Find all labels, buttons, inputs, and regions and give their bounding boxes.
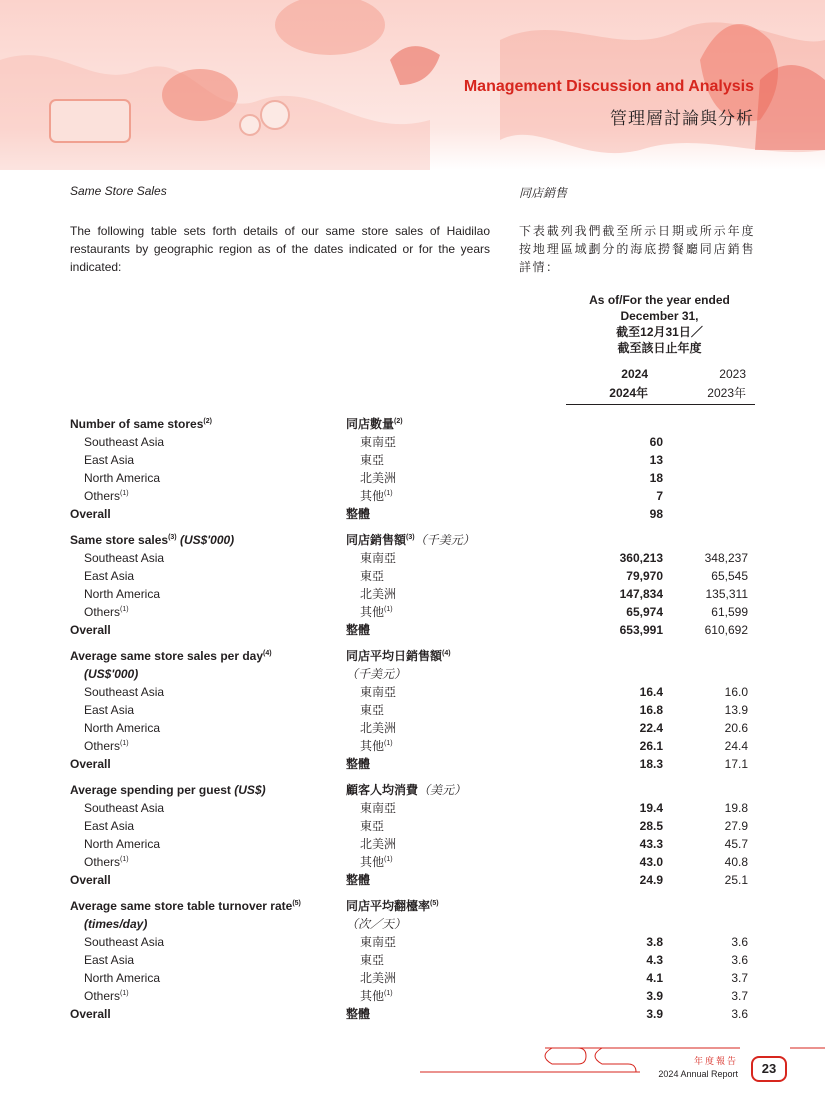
- section-unit-en: (US$'000): [84, 667, 139, 681]
- total-label-zh: 整體: [346, 1007, 371, 1021]
- region-label-en: [84, 567, 134, 585]
- region-name-zh: 北美洲: [360, 971, 397, 985]
- table-row: [70, 951, 756, 969]
- region-name-zh: 東亞: [360, 703, 385, 717]
- region-name: Southeast Asia: [84, 435, 165, 449]
- region-label-zh: [360, 683, 396, 701]
- same-store-sales-table: [70, 415, 756, 1031]
- region-name-zh: 東南亞: [360, 801, 397, 815]
- value-2024: 60: [649, 435, 663, 449]
- region-name-zh: 北美洲: [360, 837, 397, 851]
- year-2023-header: 2023: [719, 367, 746, 381]
- table-section: [70, 647, 756, 773]
- footnote-ref: (2): [203, 418, 212, 425]
- section-title-zh: [346, 781, 466, 799]
- total-value-2024: 3.9: [646, 1007, 663, 1021]
- region-name: Southeast Asia: [84, 801, 165, 815]
- footnote-ref: (1): [384, 856, 393, 863]
- region-name: North America: [84, 837, 161, 851]
- value-2024: 3.9: [646, 989, 663, 1003]
- value-2024: 43.3: [639, 837, 663, 851]
- footnote-ref: (4): [263, 650, 272, 657]
- section-unit-en: (times/day): [84, 917, 148, 931]
- region-name: East Asia: [84, 569, 135, 583]
- region-label-en: [84, 737, 129, 755]
- total-value-2023: 3.6: [731, 1007, 748, 1021]
- table-section: [70, 531, 756, 639]
- table-row: [70, 603, 756, 621]
- total-value-2024: 18.3: [639, 757, 663, 771]
- region-label-en: [84, 469, 160, 487]
- region-name-zh: 其他: [360, 989, 385, 1003]
- section-title-en: [70, 647, 272, 665]
- total-label-zh: 整體: [346, 873, 371, 887]
- table-row: [70, 817, 756, 835]
- section-title-unit: (US$): [230, 783, 266, 797]
- region-name: East Asia: [84, 953, 135, 967]
- footnote-ref: (5): [292, 900, 301, 907]
- value-2023: 45.7: [724, 837, 748, 851]
- value-2023: 20.6: [724, 721, 748, 735]
- value-2024: 43.0: [639, 855, 663, 869]
- value-2023: 61,599: [711, 605, 748, 619]
- region-name: East Asia: [84, 703, 135, 717]
- year-2024-header: 2024: [621, 367, 648, 381]
- total-row: [70, 505, 756, 523]
- total-value-2023: 17.1: [724, 757, 748, 771]
- total-label-zh: 整體: [346, 507, 371, 521]
- region-label-en: [84, 683, 164, 701]
- column-header: [566, 292, 753, 356]
- region-label-zh: [360, 817, 384, 835]
- value-2023: 65,545: [711, 569, 748, 583]
- region-name-zh: 東亞: [360, 569, 385, 583]
- value-2024: 360,213: [619, 551, 663, 565]
- table-row: [70, 933, 756, 951]
- footnote-ref: (1): [384, 606, 393, 613]
- section-title-row: [70, 781, 756, 799]
- total-value-2024: 98: [649, 507, 663, 521]
- value-2023: 3.6: [731, 935, 748, 949]
- value-2023: 3.6: [731, 953, 748, 967]
- total-label-en: Overall: [70, 873, 111, 887]
- value-2024: 4.3: [646, 953, 663, 967]
- table-section: [70, 781, 756, 889]
- header-divider: [566, 404, 755, 405]
- region-label-en: [84, 951, 134, 969]
- region-name-zh: 東亞: [360, 819, 385, 833]
- total-label-en: Overall: [70, 507, 111, 521]
- region-name: Others: [84, 605, 121, 619]
- footnote-ref: (2): [394, 418, 403, 425]
- value-2023: 348,237: [704, 551, 748, 565]
- region-name: North America: [84, 587, 161, 601]
- region-name: North America: [84, 471, 161, 485]
- section-unit-zh: （千美元）: [346, 667, 407, 681]
- section-title-text: Average same store sales per day: [70, 649, 264, 663]
- footnote-ref: (1): [384, 490, 393, 497]
- region-name: Others: [84, 989, 121, 1003]
- region-label-en: [84, 969, 160, 987]
- region-label-zh: [360, 969, 396, 987]
- region-name: North America: [84, 971, 161, 985]
- value-2024: 65,974: [626, 605, 663, 619]
- table-row: [70, 567, 756, 585]
- region-name-zh: 東南亞: [360, 435, 397, 449]
- section-unit-row: [70, 665, 756, 683]
- page-header-title-en: Management Discussion and Analysis: [463, 78, 754, 95]
- region-name-zh: 其他: [360, 605, 385, 619]
- section-title-unit: (US$'000): [176, 533, 235, 547]
- column-header-line: As of/For the year ended: [589, 293, 730, 307]
- region-name-zh: 其他: [360, 739, 385, 753]
- section-title-en: [70, 897, 301, 915]
- table-row: [70, 469, 756, 487]
- footnote-ref: (1): [120, 490, 129, 497]
- total-row: [70, 621, 756, 639]
- footer-report-label-zh: 年度報告: [693, 1056, 738, 1066]
- region-label-en: [84, 817, 134, 835]
- value-2024: 147,834: [619, 587, 663, 601]
- column-header-line: 截至12月31日／: [616, 325, 703, 339]
- value-2023: 16.0: [724, 685, 748, 699]
- region-label-en: [84, 719, 160, 737]
- region-label-zh: [360, 799, 396, 817]
- region-name: Southeast Asia: [84, 685, 165, 699]
- region-name-zh: 其他: [360, 855, 385, 869]
- total-value-2024: 653,991: [619, 623, 663, 637]
- region-label-en: [84, 799, 164, 817]
- region-label-en: [84, 487, 129, 505]
- table-row: [70, 585, 756, 603]
- region-name-zh: 北美洲: [360, 587, 397, 601]
- region-label-zh: [360, 451, 384, 469]
- region-name-zh: 東南亞: [360, 551, 397, 565]
- total-label-en: Overall: [70, 623, 111, 637]
- value-2024: 13: [649, 453, 663, 467]
- value-2024: 18: [649, 471, 663, 485]
- region-name: Southeast Asia: [84, 551, 165, 565]
- value-2023: 24.4: [724, 739, 748, 753]
- value-2024: 16.4: [639, 685, 663, 699]
- region-name: North America: [84, 721, 161, 735]
- total-row: [70, 871, 756, 889]
- intro-paragraph-zh: 下表載列我們截至所示日期或所示年度按地理區域劃分的海底撈餐廳同店銷售詳情：: [519, 224, 755, 274]
- region-label-zh: [360, 853, 393, 871]
- value-2024: 4.1: [646, 971, 663, 985]
- footnote-ref: (1): [120, 740, 129, 747]
- region-name: East Asia: [84, 819, 135, 833]
- region-name-zh: 東南亞: [360, 685, 397, 699]
- section-title-text: Average same store table turnover rate: [70, 899, 293, 913]
- value-2023: 27.9: [724, 819, 748, 833]
- region-name: Southeast Asia: [84, 935, 165, 949]
- table-row: [70, 737, 756, 755]
- region-name-zh: 北美洲: [360, 721, 397, 735]
- footnote-ref: (3): [406, 534, 415, 541]
- region-label-en: [84, 853, 129, 871]
- section-title-unit-zh: （美元）: [418, 783, 467, 797]
- region-label-en: [84, 603, 129, 621]
- region-label-en: [84, 933, 164, 951]
- total-value-2024: 24.9: [639, 873, 663, 887]
- region-label-zh: [360, 585, 396, 603]
- section-title-en: [70, 415, 212, 433]
- footnote-ref: (1): [120, 856, 129, 863]
- page-header-title-zh: 管理層討論與分析: [610, 109, 754, 128]
- region-name: Others: [84, 739, 121, 753]
- value-2024: 3.8: [646, 935, 663, 949]
- table-row: [70, 451, 756, 469]
- intro-paragraph-en: The following table sets forth details of our same store sales of Haidilao restaurants by geographic region as of the dates indicated or for the years indicated:: [70, 224, 490, 274]
- total-label-zh: 整體: [346, 757, 371, 771]
- region-name: Others: [84, 855, 121, 869]
- region-label-en: [84, 701, 134, 719]
- section-title-text-zh: 同店銷售額: [346, 533, 407, 547]
- region-label-en: [84, 549, 164, 567]
- value-2024: 16.8: [639, 703, 663, 717]
- footnote-ref: (5): [430, 900, 439, 907]
- region-name: Others: [84, 489, 121, 503]
- region-name: East Asia: [84, 453, 135, 467]
- value-2024: 26.1: [639, 739, 663, 753]
- table-row: [70, 987, 756, 1005]
- value-2023: 19.8: [724, 801, 748, 815]
- section-unit-zh: （次／天）: [346, 917, 407, 931]
- section-title-row: [70, 647, 756, 665]
- section-title-text-zh: 顧客人均消費: [346, 783, 419, 797]
- value-2023: 135,311: [705, 587, 748, 601]
- section-title-zh: [346, 897, 439, 915]
- region-label-zh: [360, 737, 393, 755]
- section-title-zh: [346, 531, 475, 549]
- section-title-row: [70, 897, 756, 915]
- section-title-text-zh: 同店平均日銷售額: [346, 649, 443, 663]
- region-label-zh: [360, 549, 396, 567]
- table-section: [70, 897, 756, 1023]
- region-label-en: [84, 433, 164, 451]
- column-header-line: December 31,: [620, 309, 699, 323]
- section-title-zh: [346, 647, 451, 665]
- year-2023-header-zh: 2023年: [707, 386, 746, 400]
- table-row: [70, 799, 756, 817]
- value-2024: 22.4: [639, 721, 663, 735]
- total-value-2023: 25.1: [724, 873, 748, 887]
- year-2024-header-zh: 2024年: [609, 386, 648, 400]
- total-row: [70, 1005, 756, 1023]
- section-title-text-zh: 同店數量: [346, 417, 395, 431]
- footnote-ref: (1): [384, 990, 393, 997]
- value-2023: 13.9: [724, 703, 748, 717]
- footnote-ref: (1): [120, 606, 129, 613]
- footnote-ref: (4): [442, 650, 451, 657]
- region-label-en: [84, 835, 160, 853]
- section-title-text: Average spending per guest: [70, 783, 231, 797]
- region-name-zh: 其他: [360, 489, 385, 503]
- region-name-zh: 北美洲: [360, 471, 397, 485]
- total-value-2023: 610,692: [704, 623, 748, 637]
- table-row: [70, 549, 756, 567]
- section-title-row: [70, 415, 756, 433]
- section-title-unit-zh: （千美元）: [414, 533, 475, 547]
- section-heading-en: Same Store Sales: [70, 184, 167, 198]
- page-number: 23: [751, 1056, 787, 1082]
- section-title-zh: [346, 415, 403, 433]
- region-label-zh: [360, 701, 384, 719]
- table-row: [70, 835, 756, 853]
- total-label-en: Overall: [70, 757, 111, 771]
- total-label-en: Overall: [70, 1007, 111, 1021]
- section-title-en: [70, 531, 234, 549]
- region-label-en: [84, 451, 134, 469]
- section-title-text-zh: 同店平均翻檯率: [346, 899, 431, 913]
- table-row: [70, 683, 756, 701]
- region-label-zh: [360, 719, 396, 737]
- region-label-zh: [360, 487, 393, 505]
- region-label-zh: [360, 951, 384, 969]
- region-label-zh: [360, 933, 396, 951]
- section-title-en: [70, 781, 266, 799]
- region-name-zh: 東亞: [360, 453, 385, 467]
- region-label-zh: [360, 433, 396, 451]
- region-label-en: [84, 987, 129, 1005]
- region-name-zh: 東南亞: [360, 935, 397, 949]
- total-label-zh: 整體: [346, 623, 371, 637]
- table-row: [70, 969, 756, 987]
- footnote-ref: (1): [120, 990, 129, 997]
- region-label-en: [84, 585, 160, 603]
- region-name-zh: 東亞: [360, 953, 385, 967]
- section-title-text: Number of same stores: [70, 417, 204, 431]
- footer-report-label-en: 2024 Annual Report: [658, 1069, 738, 1079]
- footnote-ref: (3): [168, 534, 177, 541]
- value-2023: 3.7: [731, 971, 748, 985]
- value-2024: 7: [656, 489, 663, 503]
- table-row: [70, 701, 756, 719]
- total-row: [70, 755, 756, 773]
- section-title-row: [70, 531, 756, 549]
- table-section: [70, 415, 756, 523]
- footnote-ref: (1): [384, 740, 393, 747]
- region-label-zh: [360, 469, 396, 487]
- table-row: [70, 487, 756, 505]
- section-heading-zh: 同店銷售: [519, 186, 568, 200]
- region-label-zh: [360, 603, 393, 621]
- value-2024: 79,970: [626, 569, 663, 583]
- region-label-zh: [360, 567, 384, 585]
- value-2023: 3.7: [731, 989, 748, 1003]
- region-label-zh: [360, 987, 393, 1005]
- value-2023: 40.8: [724, 855, 748, 869]
- value-2024: 28.5: [639, 819, 663, 833]
- region-label-zh: [360, 835, 396, 853]
- table-row: [70, 719, 756, 737]
- table-row: [70, 433, 756, 451]
- section-title-text: Same store sales: [70, 533, 169, 547]
- section-unit-row: [70, 915, 756, 933]
- column-header-line: 截至該日止年度: [617, 341, 702, 355]
- value-2024: 19.4: [639, 801, 663, 815]
- table-row: [70, 853, 756, 871]
